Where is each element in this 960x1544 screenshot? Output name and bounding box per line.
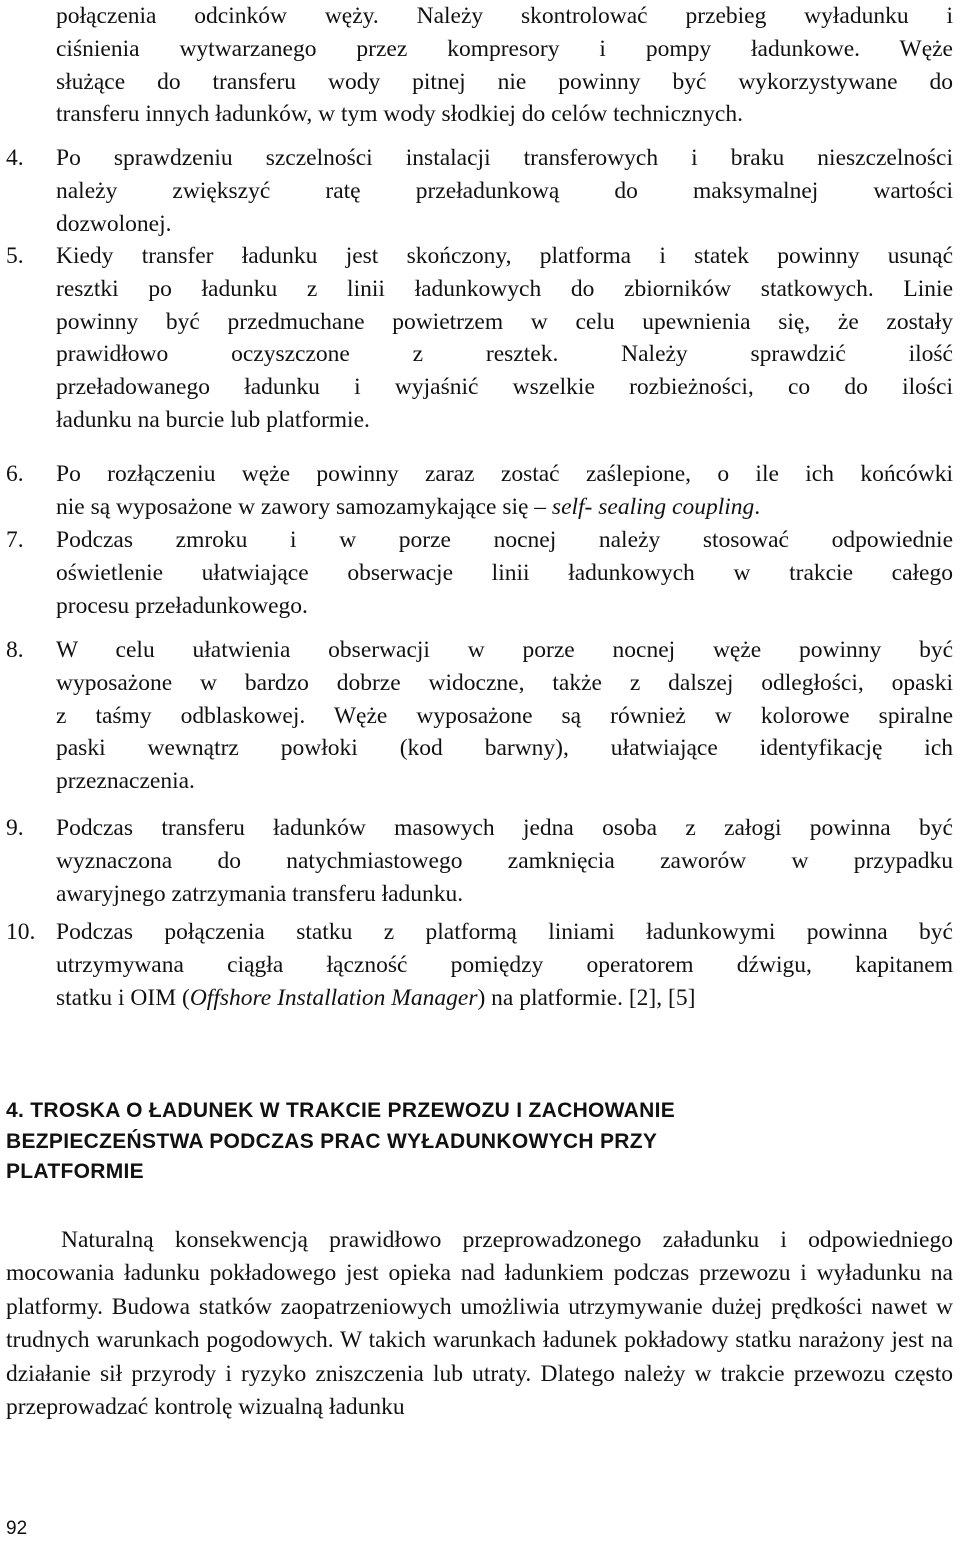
text-segment: Po rozłączeniu węże powinny zaraz zostać zaślepione, o ile ich końcówki xyxy=(56,461,953,487)
italic-term: self- sealing coupling xyxy=(551,493,755,520)
text-segment: z taśmy odblaskowej. Węże wyposażone są również w kolorowe spiralne xyxy=(56,702,953,729)
text-segment: wyposażone w bardzo dobrze widoczne, także z dalszej odległości, opaski xyxy=(56,669,953,696)
text-segment: dozwolonej. xyxy=(56,210,172,237)
list-item-text xyxy=(56,634,953,798)
list-item xyxy=(6,916,953,1014)
text-segment: Podczas połączenia statku z platformą liniami ładunkowymi powinna być xyxy=(56,919,953,945)
text-line xyxy=(56,700,953,733)
text-segment: należy zwiększyć ratę przeładunkową do maksymalnej wartości xyxy=(56,177,953,204)
list-item-number: 6. xyxy=(6,461,24,487)
list-item-text xyxy=(56,240,953,437)
text-segment: nie są wyposażone w zawory samozamykające się – xyxy=(56,493,552,520)
text-segment: W celu ułatwienia obserwacji w porze nocnej węże powinny być xyxy=(56,637,953,663)
text-line xyxy=(56,916,953,949)
text-segment: transferu innych ładunków, w tym wody słodkiej do celów technicznych. xyxy=(56,101,743,128)
list-item-text xyxy=(56,0,953,131)
text-line xyxy=(56,982,953,1015)
italic-term: Offshore Installation Manager xyxy=(189,984,478,1011)
list-item-text xyxy=(56,458,953,524)
text-segment: ładunku na burcie lub platformie. xyxy=(56,406,370,433)
list-item xyxy=(6,634,953,798)
text-line xyxy=(56,306,953,339)
text-segment: utrzymywana ciągła łączność pomiędzy operatorem dźwigu, kapitanem xyxy=(56,951,953,978)
text-line xyxy=(56,338,953,371)
text-line xyxy=(56,634,953,667)
heading-line: 4. TROSKA O ŁADUNEK W TRAKCIE PRZEWOZU I ZACHOWANIE xyxy=(6,1099,676,1122)
text-segment: Podczas zmroku i w porze nocnej należy stosować odpowiednie xyxy=(56,527,953,553)
text-segment: awaryjnego zatrzymania transferu ładunku. xyxy=(56,880,464,907)
text-line xyxy=(56,557,953,590)
list-item-text xyxy=(56,812,953,910)
text-line xyxy=(56,0,953,33)
text-line xyxy=(56,524,953,557)
list-item xyxy=(6,142,953,240)
heading-line: PLATFORMIE xyxy=(6,1160,144,1183)
text-line xyxy=(56,812,953,845)
text-line xyxy=(56,273,953,306)
list-item-number: 4. xyxy=(6,145,24,171)
page-number: 92 xyxy=(6,1518,28,1539)
text-line xyxy=(56,590,953,623)
text-line xyxy=(56,491,953,524)
text-line xyxy=(56,765,953,798)
text-line xyxy=(56,98,953,131)
text-segment: procesu przeładunkowego. xyxy=(56,592,308,619)
text-line xyxy=(56,845,953,878)
text-segment: Po sprawdzeniu szczelności instalacji transferowych i braku nieszczelności xyxy=(56,145,953,171)
text-segment: przeznaczenia. xyxy=(56,768,195,795)
list-item-number: 9. xyxy=(6,815,24,841)
body-paragraph: Naturalną konsekwencją prawidłowo przeprowadzonego załadunku i odpowiedniego mocowania ładunku pokładowego jest opieka nad ładunkiem podczas przewozu i wyładunku na platformy. Budowa statków zaopatrzeniowych umożliwia utrzymywanie dużej prędkości nawet w trudnych warunkach pogodowych. W takich warunkach ładunek pokładowy statku narażony jest na działanie sił przyrody i ryzyko zniszczenia lub utraty. Dlatego należy w trakcie przewozu często przeprowadzać kontrolę wizualną ładunku xyxy=(6,1227,953,1421)
text-line xyxy=(56,949,953,982)
text-segment: statku i OIM ( xyxy=(56,984,190,1011)
list-item xyxy=(6,458,953,524)
text-segment: oświetlenie ułatwiające obserwacje linii ładunkowych w trakcie całego xyxy=(56,559,953,586)
list-item xyxy=(6,0,953,131)
text-segment: Kiedy transfer ładunku jest skończony, platforma i statek powinny usunąć xyxy=(56,243,953,269)
text-segment: ciśnienia wytwarzanego przez kompresory i pompy ładunkowe. Węże xyxy=(56,35,953,62)
text-line xyxy=(56,458,953,491)
text-segment: służące do transferu wody pitnej nie powinny być wykorzystywane do xyxy=(56,68,953,95)
list-item-text xyxy=(56,916,953,1014)
text-line xyxy=(56,667,953,700)
list-item-text xyxy=(56,142,953,240)
list-item-number: 8. xyxy=(6,637,24,663)
list-item-text xyxy=(56,524,953,622)
text-line xyxy=(56,175,953,208)
text-segment: powinny być przedmuchane powietrzem w celu upewnienia się, że zostały xyxy=(56,308,953,335)
text-line xyxy=(56,208,953,241)
text-segment: paski wewnątrz powłoki (kod barwny), ułatwiające identyfikację ich xyxy=(56,735,953,762)
text-segment: połączenia odcinków węży. Należy skontrolować przebieg wyładunku i xyxy=(56,3,953,29)
section-heading xyxy=(6,1096,906,1188)
list-item-number: 7. xyxy=(6,527,24,553)
text-line xyxy=(56,240,953,273)
heading-line: BEZPIECZEŃSTWA PODCZAS PRAC WYŁADUNKOWYCH PRZY xyxy=(6,1129,658,1153)
text-line xyxy=(56,371,953,404)
text-segment: resztki po ładunku z linii ładunkowych do zbiorników statkowych. Linie xyxy=(56,275,953,302)
list-item xyxy=(6,812,953,910)
text-line xyxy=(56,142,953,175)
list-item xyxy=(6,524,953,622)
text-segment: wyznaczona do natychmiastowego zamknięcia zaworów w przypadku xyxy=(56,847,953,874)
text-line xyxy=(56,33,953,66)
text-segment: Podczas transferu ładunków masowych jedna osoba z załogi powinna być xyxy=(56,815,953,841)
text-segment: prawidłowo oczyszczone z resztek. Należy sprawdzić ilość xyxy=(56,341,953,368)
text-line xyxy=(56,878,953,911)
list-item-number: 10. xyxy=(6,919,36,945)
text-segment: . xyxy=(754,493,761,520)
text-segment: ) na platformie. [2], [5] xyxy=(477,984,696,1011)
text-line xyxy=(56,404,953,437)
list-item-number: 5. xyxy=(6,243,24,269)
text-segment: przeładowanego ładunku i wyjaśnić wszelkie rozbieżności, co do ilości xyxy=(56,374,953,401)
text-line xyxy=(56,66,953,99)
list-item xyxy=(6,240,953,437)
text-line xyxy=(56,732,953,765)
